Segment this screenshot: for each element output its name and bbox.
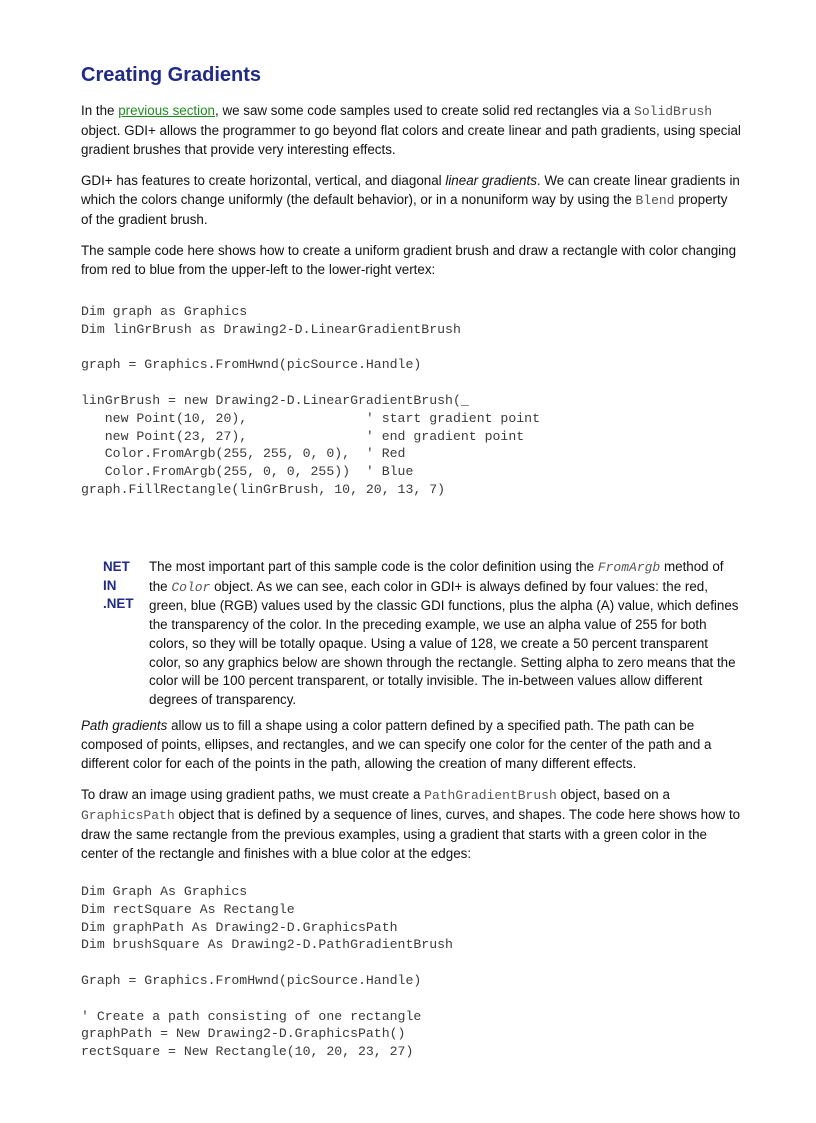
text: method of the: [149, 559, 724, 594]
text: property of the gradient brush.: [81, 192, 728, 227]
emphasis: Path gradients: [81, 718, 168, 733]
note-label-line: NET: [103, 559, 130, 574]
text: allow us to fill a shape using a color pattern defined by a specified path. The path can be composed of points, ellipses, and rectangles, and we can specify one color for the center of the path and a different color for each of the points in the path, allowing the creation of many different effects.: [81, 718, 712, 771]
path-gradients-paragraph: [81, 716, 741, 773]
inline-code: Blend: [635, 193, 675, 208]
sample-intro-paragraph: The sample code here shows how to create a uniform gradient brush and draw a rectangle with color changing from red to blue from the upper-left to the lower-right vertex:: [81, 243, 737, 277]
note-label: [103, 558, 149, 710]
text: , we saw some code samples used to create solid red rectangles via a: [215, 103, 635, 118]
inline-code: Color: [171, 579, 211, 595]
page-title: Creating Gradients: [81, 64, 262, 86]
inline-code: GraphicsPath: [81, 808, 175, 823]
note-label-line: IN: [103, 577, 117, 593]
inline-code: PathGradientBrush: [424, 788, 557, 803]
inline-code: FromArgb: [597, 560, 661, 575]
text: object that is defined by a sequence of lines, curves, and shapes. The code here shows how to draw the same rectangle from the previous examples, using a gradient that starts with a green color in the center of the rectangle and finishes with a blue color at the edges:: [81, 807, 741, 861]
note-text: [149, 558, 743, 710]
code-block-path: Dim Graph As Graphics Dim rectSquare As Rectangle Dim graphPath As Drawing2-D.GraphicsPath Dim brushSquare As Drawing2-D.PathGradientBrush Graph = Graphics.FromHwnd(picSource.Handle) ' Create a path consisting of one rectangle graphPath = New Drawing2-D.GraphicsPath() rectSquare = New Rectangle(10, 20, 23, 27): [81, 884, 453, 1060]
code-block-linear: Dim graph as Graphics Dim linGrBrush as Drawing2-D.LinearGradientBrush graph = Graphics.FromHwnd(picSource.Handle) linGrBrush = new Drawing2-D.LinearGradientBrush(_ new Point(10, 20), ' start gradient point new Point(23, 27), ' end gradient point Color.FromArgb(255, 255, 0, 0), ' Red Color.FromArgb(255, 0, 0, 255)) ' Blue graph.FillRectangle(linGrBrush, 10, 20, 13, 7): [81, 304, 540, 497]
document-page: [81, 64, 741, 499]
note-label-line: .NET: [103, 596, 134, 612]
path-brush-paragraph: [81, 785, 741, 863]
document-page-lower: [81, 716, 741, 1061]
text: . We can create linear gradients in which the colors change uniformly (the default behavior), or in a nonuniform way by using the: [81, 173, 740, 207]
net-in-net-note: [103, 558, 743, 710]
text: To draw an image using gradient paths, we must create a: [81, 787, 425, 802]
text: object. As we can see, each color in GDI+ is always defined by four values: the red, green, blue (RGB) values used by the classic GDI functions, plus the alpha (A) value, which defines the transparency of the color. In the preceding example, we use an alpha value of 255 for both colors, so they will be totally opaque. Using a value of 128, we create a 50 percent transparent color, so any graphics below are shown through the rectangle. Setting alpha to zero means that the color will be 100 percent transparent, or totally invisible. The in-between values allow different degrees of transparency.: [149, 578, 739, 707]
text: In the: [81, 103, 119, 118]
text: object, based on a: [556, 787, 670, 802]
previous-section-link[interactable]: previous section: [118, 103, 215, 118]
text: GDI+ has features to create horizontal, vertical, and diagonal: [81, 173, 446, 188]
linear-gradients-paragraph: [81, 171, 741, 229]
text: object. GDI+ allows the programmer to go beyond flat colors and create linear and path gradients, using special gradient brushes that provide very interesting effects.: [81, 123, 741, 157]
text: The most important part of this sample code is the color definition using the: [149, 559, 598, 574]
emphasis: linear gradients: [445, 173, 537, 188]
inline-code: SolidBrush: [634, 104, 713, 119]
intro-paragraph: [81, 101, 741, 159]
